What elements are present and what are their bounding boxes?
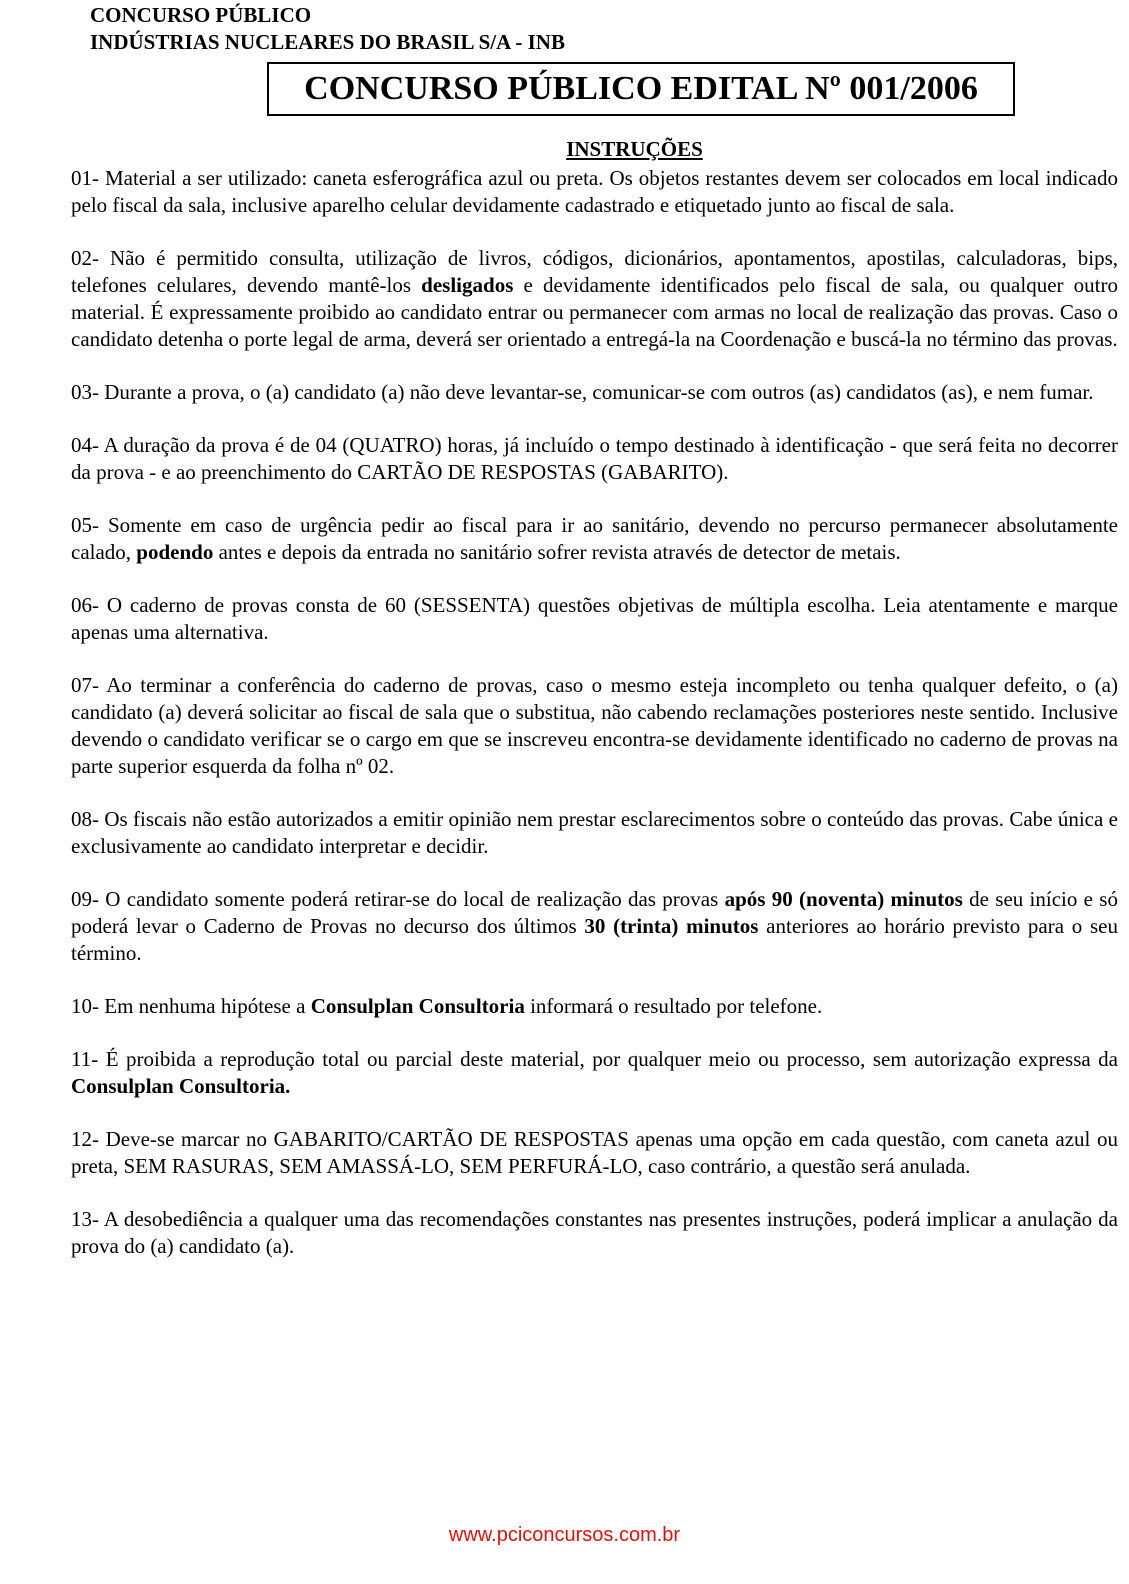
bold-text: Consulplan Consultoria. [71,1074,291,1098]
header-line-2: INDÚSTRIAS NUCLEARES DO BRASIL S/A - INB [90,30,565,54]
bold-text: podendo [136,540,214,564]
text-run: 02- Não é permitido consulta, utilização de livros, códigos, dicionários, apontamentos, apostilas, calculadoras, bips, telefones celulares, devendo mantê-los [71,246,1118,297]
instruction-item [71,806,1118,860]
instruction-item [71,592,1118,646]
instruction-item [71,1046,1118,1100]
footer-url[interactable]: www.pciconcursos.com.br [448,1524,681,1546]
instruction-item [71,993,1118,1020]
bold-text: Consulplan Consultoria [310,994,525,1018]
instruction-item [71,379,1118,406]
text-run: 08- Os fiscais não estão autorizados a emitir opinião nem prestar esclarecimentos sobre o conteúdo das provas. Cabe única e exclusivamente ao candidato interpretar e decidir. [71,807,1118,858]
text-run: 13- A desobediência a qualquer uma das recomendações constantes nas presentes instruções, poderá implicar a anulação da prova do (a) candidato (a). [71,1207,1118,1258]
document-header [90,2,565,56]
bold-text: 30 (trinta) minutos [584,914,759,938]
instruction-item [71,512,1118,566]
instruction-item [71,886,1118,967]
text-run: 12- Deve-se marcar no GABARITO/CARTÃO DE RESPOSTAS apenas uma opção em cada questão, com caneta azul ou preta, SEM RASURAS, SEM AMASSÁ-LO, SEM PERFURÁ-LO, caso contrário, a questão será anulada. [71,1127,1118,1178]
text-run: 07- Ao terminar a conferência do caderno de provas, caso o mesmo esteja incompleto ou tenha qualquer defeito, o (a) candidato (a) deverá solicitar ao fiscal de sala que o substitua, não cabendo reclamações posteriores neste sentido. Inclusive devendo o candidato verificar se o cargo em que se inscreveu encontra-se devidamente identificado no caderno de provas na parte superior esquerda da folha nº 02. [71,673,1118,778]
section-heading: INSTRUÇÕES [566,137,703,161]
instructions-list [71,165,1118,1286]
instruction-item [71,1206,1118,1260]
text-run: 06- O caderno de provas consta de 60 (SESSENTA) questões objetivas de múltipla escolha. Leia atentamente e marque apenas uma alternativa. [71,593,1118,644]
text-run: 03- Durante a prova, o (a) candidato (a) não deve levantar-se, comunicar-se com outros (as) candidatos (as), e nem fumar. [71,380,1094,404]
instruction-item [71,245,1118,353]
instruction-item [71,672,1118,780]
text-run: informará o resultado por telefone. [524,994,823,1018]
bold-text: após 90 (noventa) minutos [724,887,963,911]
text-run: anteriores ao horário previsto para o seu término. [71,914,1118,965]
bold-text: desligados [421,273,514,297]
text-run: 01- Material a ser utilizado: caneta esferográfica azul ou preta. Os objetos restantes devem ser colocados em local indicado pelo fiscal da sala, inclusive aparelho celular devidamente cadastrado e etiquetado junto ao fiscal de sala. [71,166,1118,217]
text-run: 09- O candidato somente poderá retirar-se do local de realização das provas [71,887,725,911]
instruction-item [71,165,1118,219]
instruction-item [71,432,1118,486]
instruction-item [71,1126,1118,1180]
text-run: 05- Somente em caso de urgência pedir ao fiscal para ir ao sanitário, devendo no percurso permanecer absolutamente calado, [71,513,1118,564]
text-run: antes e depois da entrada no sanitário sofrer revista através de detector de metais. [213,540,901,564]
text-run: 04- A duração da prova é de 04 (QUATRO) horas, já incluído o tempo destinado à identificação - que será feita no decorrer da prova - e ao preenchimento do CARTÃO DE RESPOSTAS (GABARITO). [71,433,1118,484]
header-line-1: CONCURSO PÚBLICO [90,3,312,27]
page-title: CONCURSO PÚBLICO EDITAL Nº 001/2006 [267,62,1015,116]
text-run: de seu início e só poderá levar o Caderno de Provas no decurso dos últimos [71,887,1118,938]
text-run: 11- É proibida a reprodução total ou parcial deste material, por qualquer meio ou processo, sem autorização expressa da [71,1047,1118,1071]
text-run: e devidamente identificados pelo fiscal de sala, ou qualquer outro material. É expressamente proibido ao candidato entrar ou permanecer com armas no local de realização das provas. Caso o candidato detenha o porte legal de arma, deverá ser orientado a entregá-la na Coordenação e buscá-la no término das provas. [71,273,1118,351]
text-run: 10- Em nenhuma hipótese a [71,994,311,1018]
